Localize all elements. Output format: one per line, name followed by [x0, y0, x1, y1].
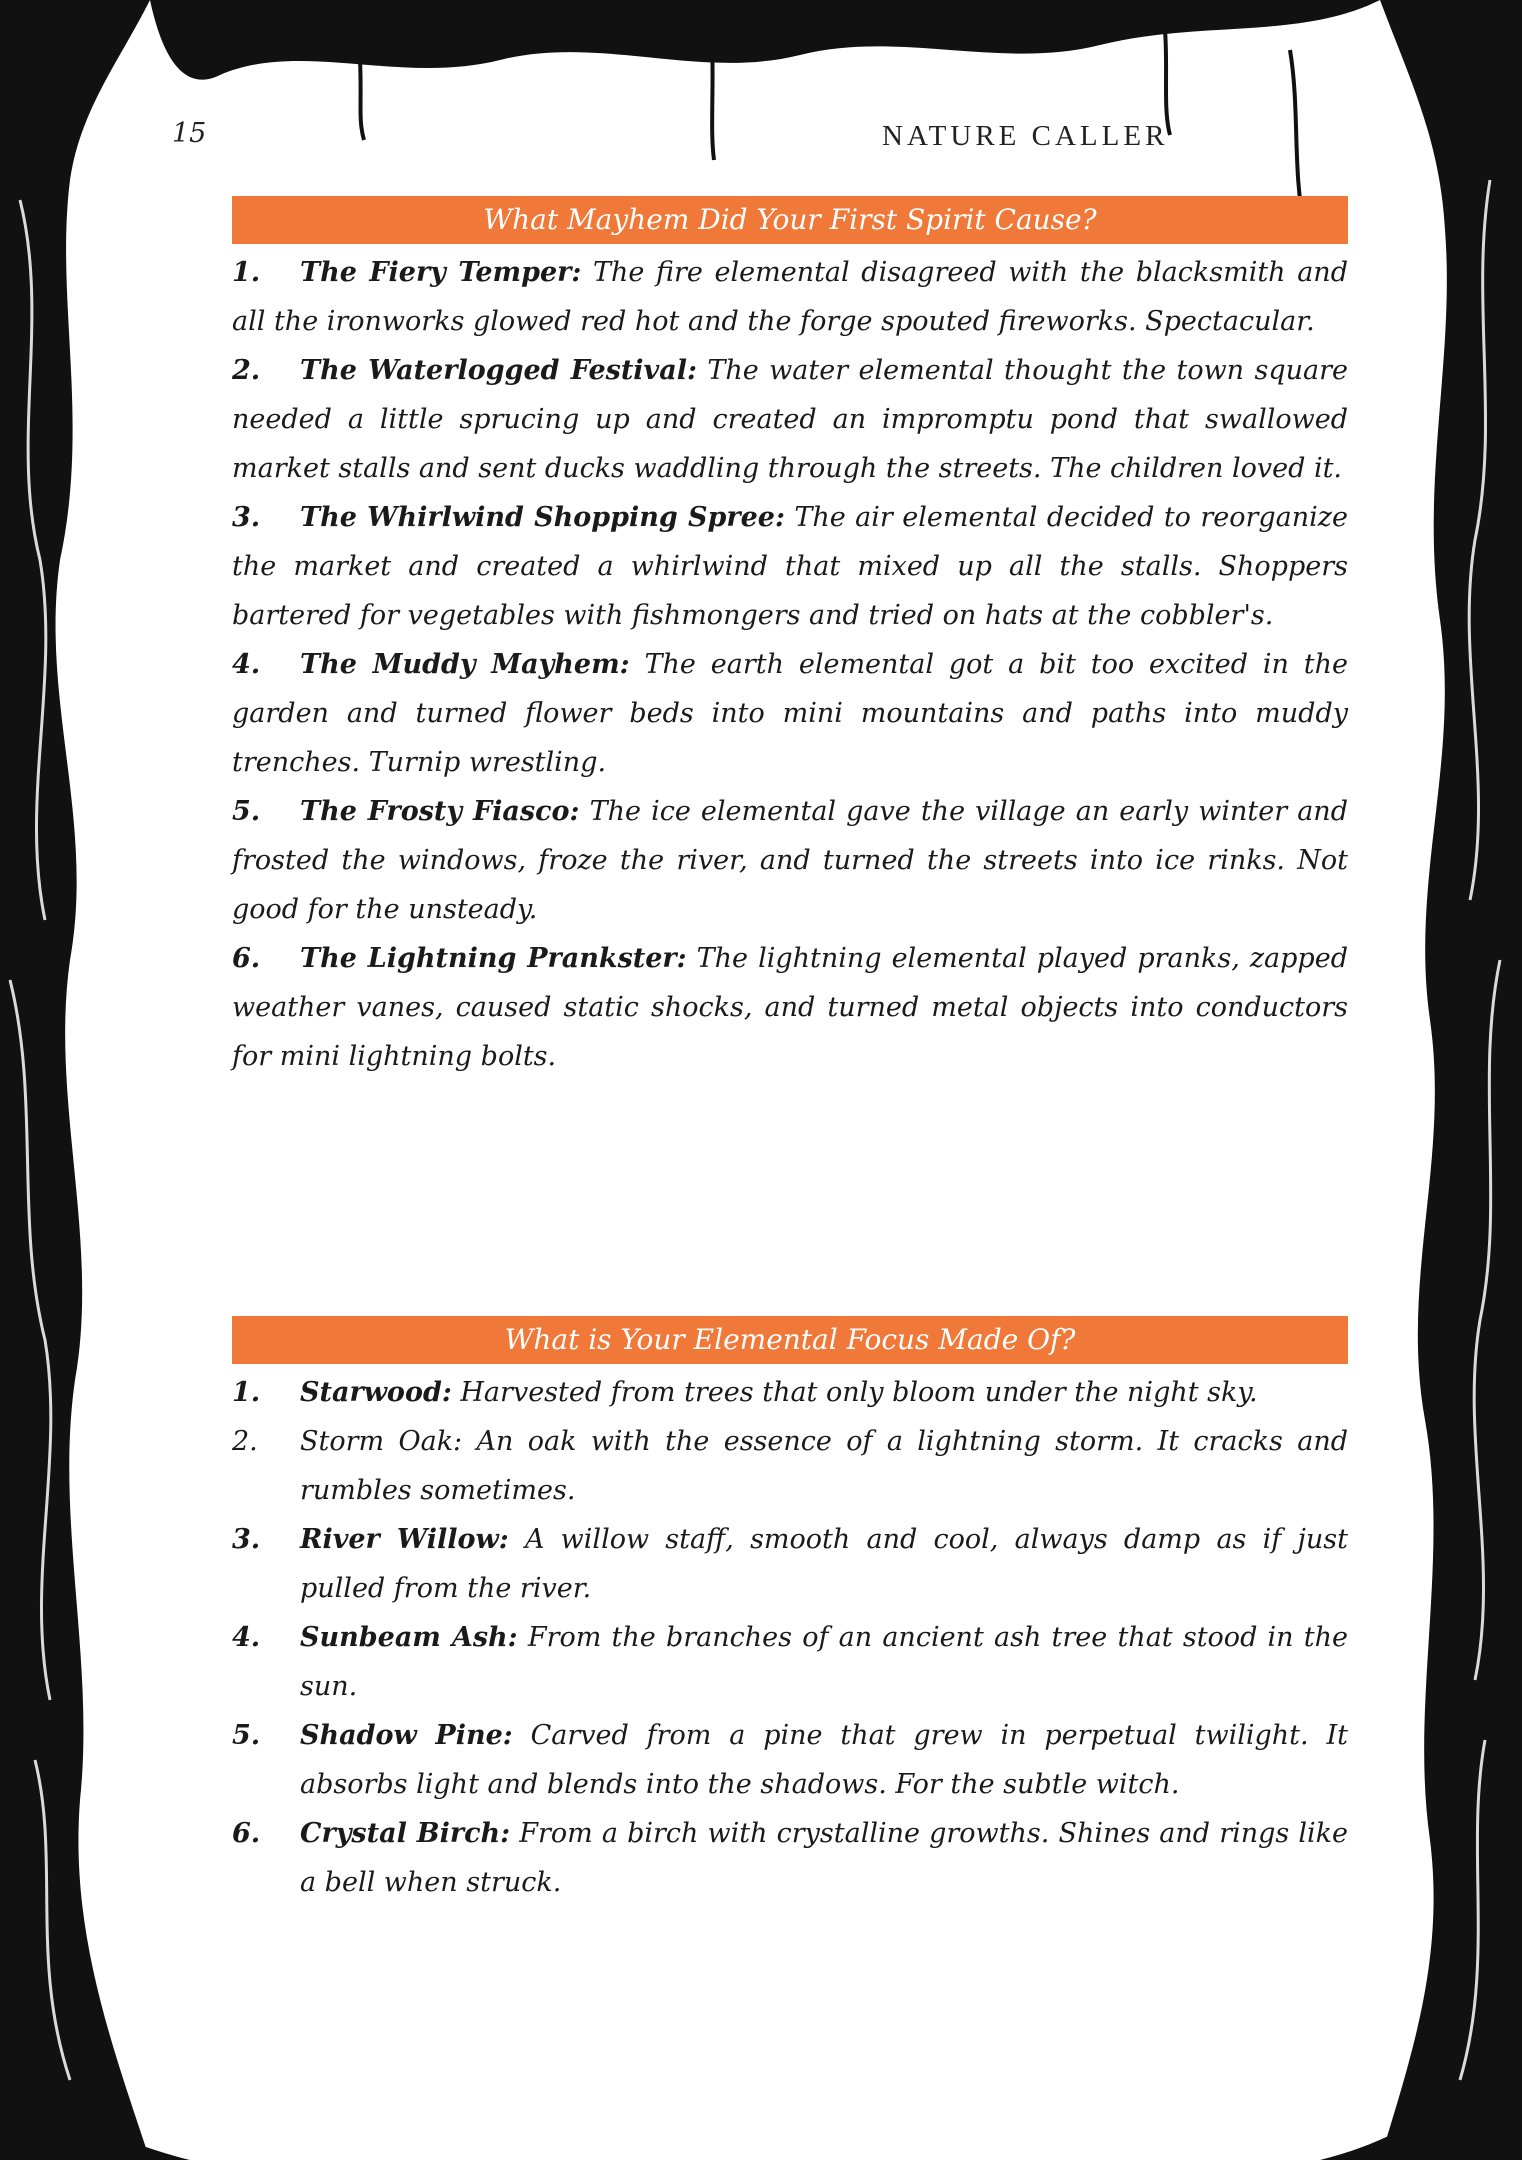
item-text: Harvested from trees that only bloom under the night sky. — [460, 1377, 1258, 1408]
item-number: 3. — [232, 502, 261, 533]
item-term: The Fiery Temper: — [300, 257, 582, 288]
item-text: The air elemental decided to reorganize the market and created a whirlwind that mixed up all the stalls. Shoppers bartered for vegetables with fishmongers and tried on hats at the cobbler's. — [232, 502, 1349, 631]
item-term: Sunbeam Ash: — [300, 1622, 518, 1653]
left-trunk — [0, 0, 150, 2160]
item-term: The Whirlwind Shopping Spree: — [300, 502, 785, 533]
top-vines — [150, 0, 1380, 80]
list-item — [232, 1417, 1348, 1515]
section-1-heading: What Mayhem Did Your First Spirit Cause? — [232, 196, 1348, 244]
item-number: 5. — [232, 1720, 261, 1751]
list-item — [232, 1613, 1348, 1711]
item-number: 6. — [232, 1818, 261, 1849]
item-number: 4. — [232, 1622, 261, 1653]
item-number: 6. — [232, 943, 261, 974]
bottom-vines — [0, 2040, 1522, 2160]
item-text: The ice elemental gave the village an early winter and frosted the windows, froze the river, and turned the streets into ice rinks. Not good for the unsteady. — [232, 796, 1348, 925]
section-2-heading: What is Your Elemental Focus Made Of? — [232, 1316, 1348, 1364]
item-text: The fire elemental disagreed with the blacksmith and all the ironworks glowed red hot and the forge spouted fireworks. Spectacular. — [232, 257, 1348, 337]
list-item — [232, 1368, 1348, 1417]
item-number: 1. — [232, 1377, 261, 1408]
item-number: 3. — [232, 1524, 261, 1555]
item-term: Starwood: — [300, 1377, 452, 1408]
section-2-list — [232, 1368, 1348, 1907]
item-term: River Willow: — [300, 1524, 509, 1555]
item-term: The Frosty Fiasco: — [300, 796, 580, 827]
item-term: The Muddy Mayhem: — [300, 649, 630, 680]
running-title: NATURE CALLER — [882, 120, 1169, 152]
section-1-list — [232, 248, 1348, 1081]
item-text: The lightning elemental played pranks, zapped weather vanes, caused static shocks, and turned metal objects into conductors for mini lightning bolts. — [232, 943, 1348, 1072]
item-term: The Lightning Prankster: — [300, 943, 687, 974]
page-number: 15 — [172, 118, 207, 149]
item-number: 4. — [232, 649, 261, 680]
item-text: Carved from a pine that grew in perpetual twilight. It absorbs light and blends into the shadows. For the subtle witch. — [300, 1720, 1348, 1800]
list-item — [232, 1809, 1348, 1907]
list-item — [232, 346, 1348, 493]
item-term: The Waterlogged Festival: — [300, 355, 697, 386]
right-trunk — [1380, 0, 1522, 2160]
item-text: The earth elemental got a bit too excited in the garden and turned flower beds into mini mountains and paths into muddy trenches. Turnip wrestling. — [232, 649, 1348, 778]
item-text: From the branches of an ancient ash tree that stood in the sun. — [300, 1622, 1348, 1702]
item-term: Shadow Pine: — [300, 1720, 513, 1751]
item-number: 2. — [232, 355, 261, 386]
list-item — [232, 640, 1348, 787]
item-term: Crystal Birch: — [300, 1818, 511, 1849]
item-text: A willow staff, smooth and cool, always damp as if just pulled from the river. — [300, 1524, 1348, 1604]
item-number: 2. — [232, 1426, 258, 1457]
list-item — [232, 1515, 1348, 1613]
section-elemental-focus — [232, 1316, 1348, 1907]
list-item — [232, 1711, 1348, 1809]
item-text: Storm Oak: An oak with the essence of a lightning storm. It cracks and rumbles sometimes. — [300, 1426, 1348, 1506]
list-item — [232, 248, 1348, 346]
item-text: From a birch with crystalline growths. Shines and rings like a bell when struck. — [300, 1818, 1348, 1898]
list-item — [232, 934, 1348, 1081]
item-number: 1. — [232, 257, 261, 288]
list-item — [232, 493, 1348, 640]
list-item — [232, 787, 1348, 934]
section-first-spirit-mayhem — [232, 196, 1348, 1081]
item-text: The water elemental thought the town square needed a little sprucing up and created an impromptu pond that swallowed market stalls and sent ducks waddling through the streets. The children loved it. — [232, 355, 1348, 484]
item-number: 5. — [232, 796, 261, 827]
